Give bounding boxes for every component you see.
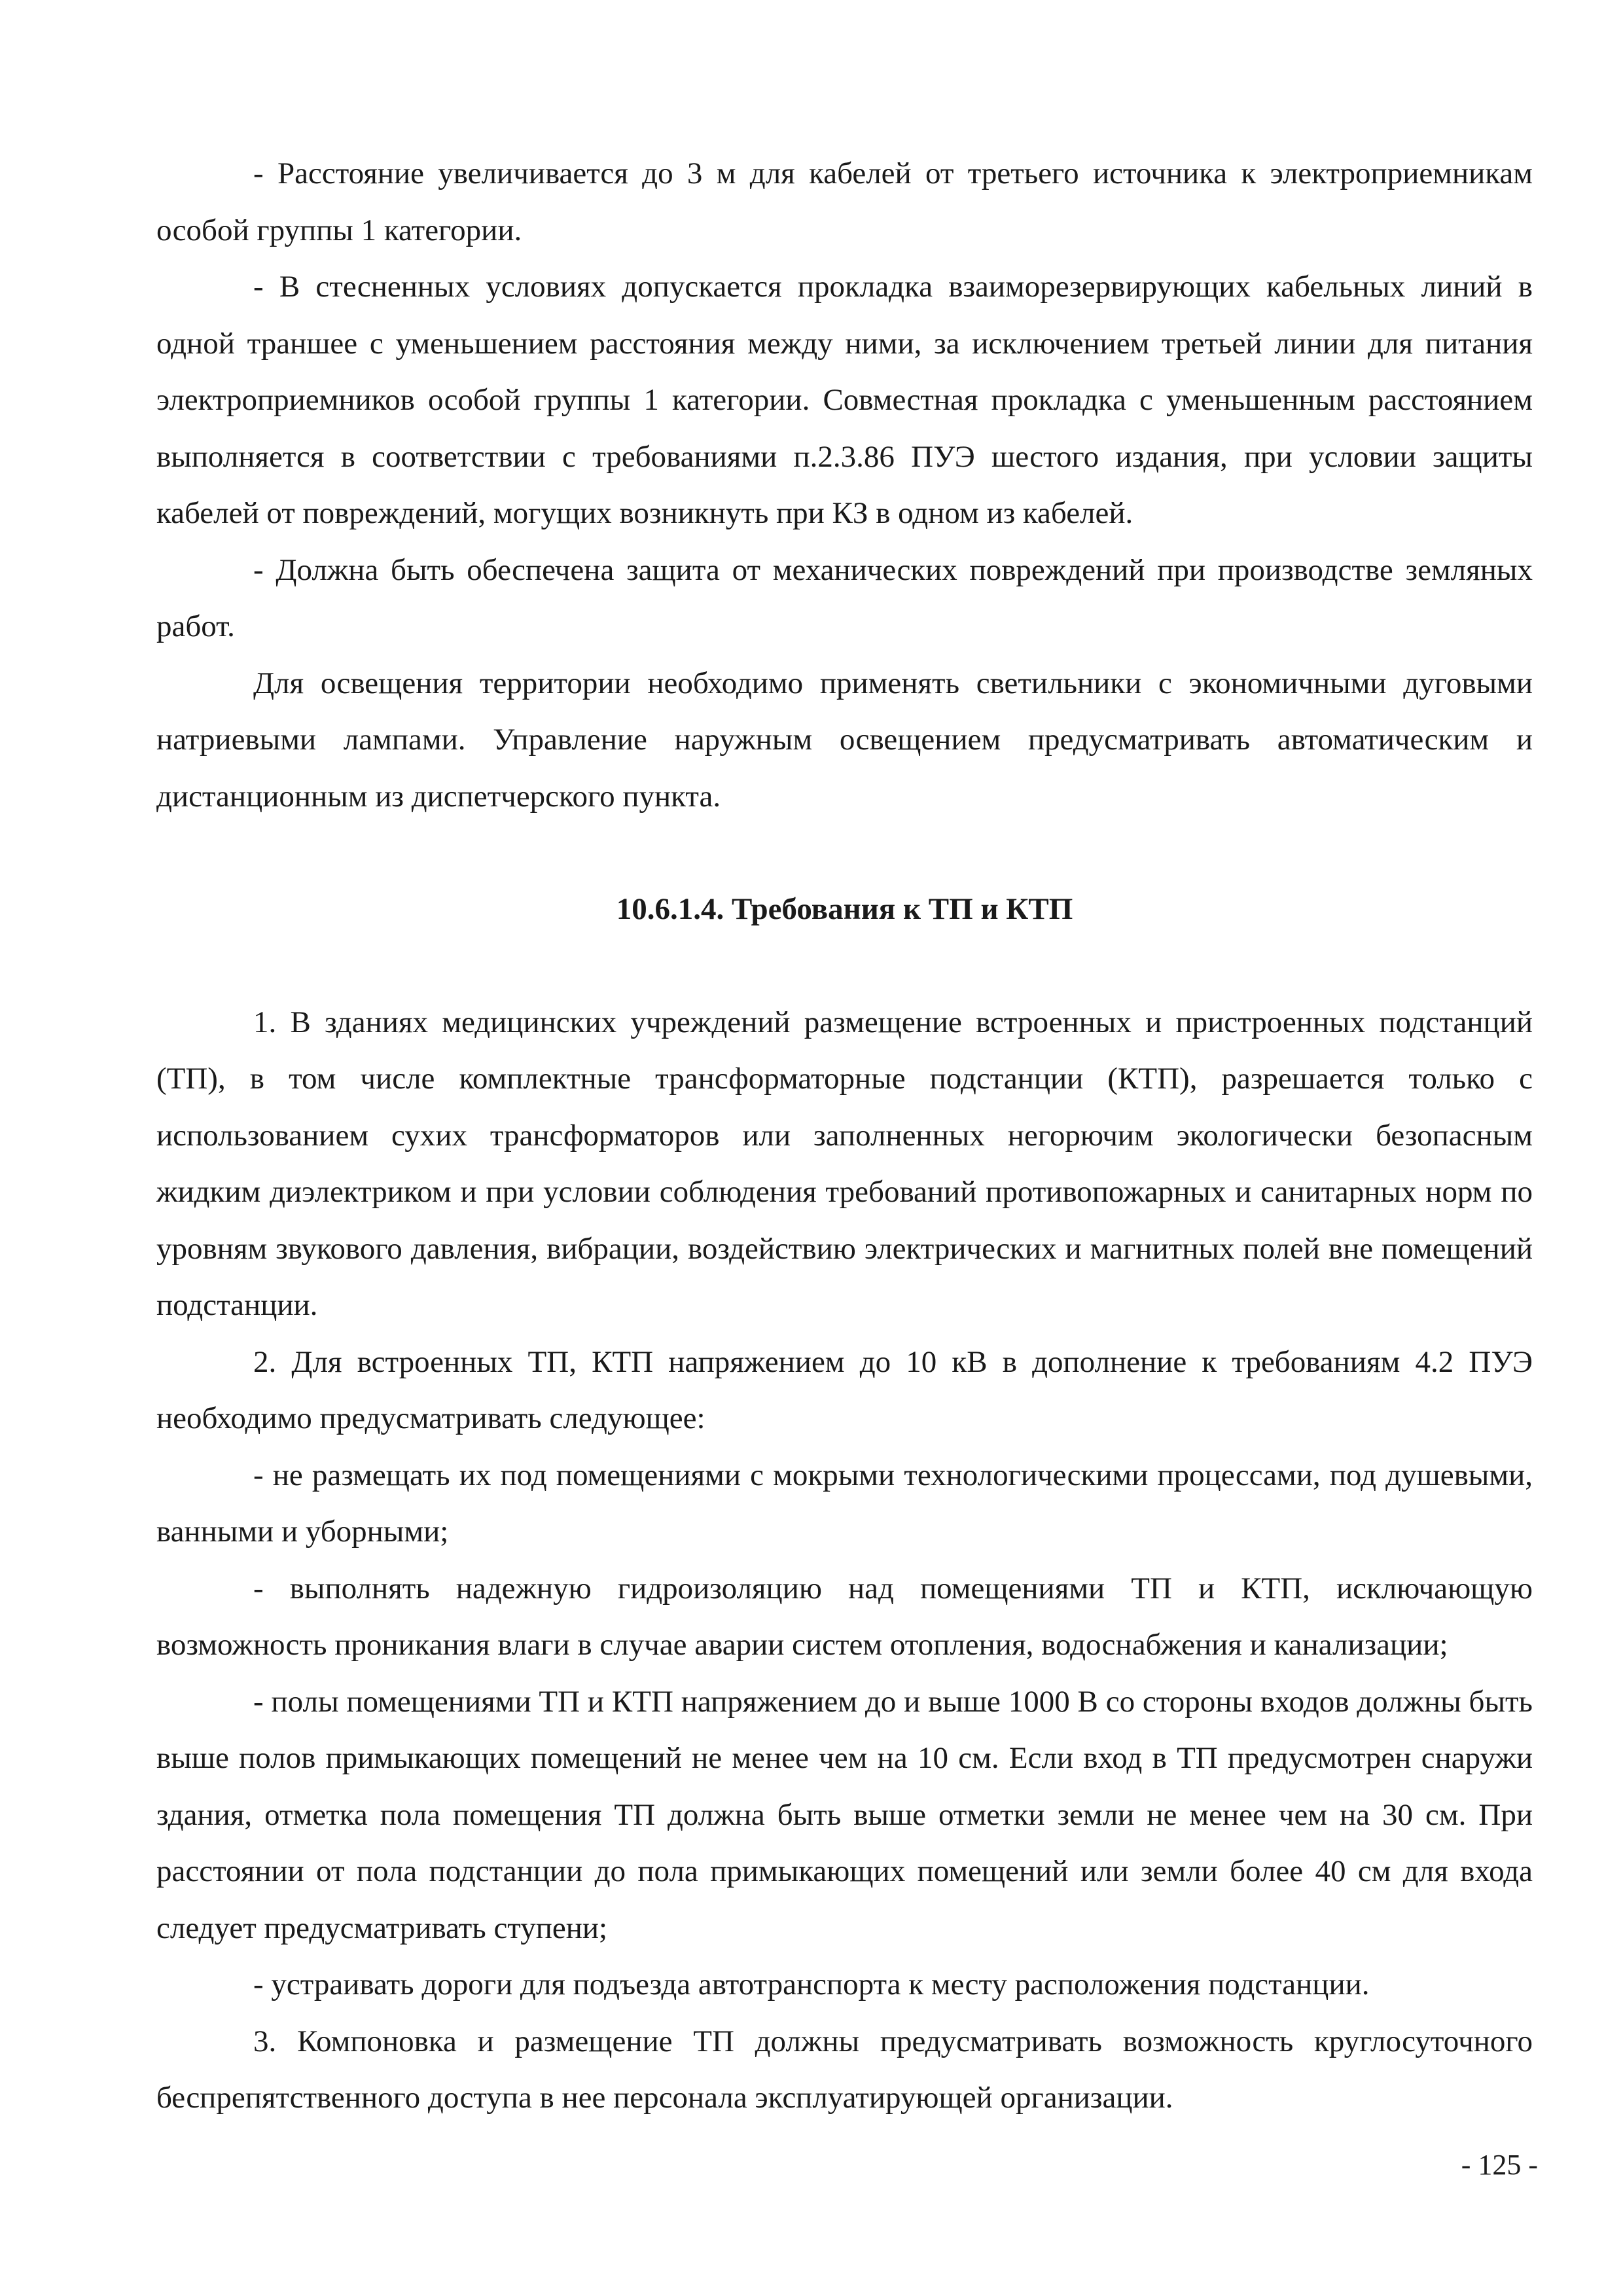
document-body	[156, 145, 1533, 2126]
paragraph-item-2-bullet-floors: - полы помещениями ТП и КТП напряжением до и выше 1000 В со стороны входов должны быть выше полов примыкающих помещений не менее чем на 10 см. Если вход в ТП предусмотрен снаружи здания, отметка пола помещения ТП должна быть выше отметки земли не менее чем на 30 см. При расстоянии от пола подстанции до пола примыкающих помещений или земли более 40 см для входа следует предусматривать ступени;	[156, 1684, 1533, 1945]
section-heading: 10.6.1.4. Требования к ТП и КТП	[616, 892, 1073, 926]
paragraph-item-2-bullet-wet-rooms: - не размещать их под помещениями с мокрыми технологическими процессами, под душевыми, ванными и уборными;	[156, 1458, 1533, 1549]
paragraph-mechanical-protection: - Должна быть обеспечена защита от механических повреждений при производстве земляных работ.	[156, 552, 1533, 643]
paragraph-item-1: 1. В зданиях медицинских учреждений размещение встроенных и пристроенных подстанций (ТП), в том числе комплектные трансформаторные подстанции (КТП), разрешается только с использованием сухих трансформаторов или заполненных негорючим экологически безопасным жидким диэлектриком и при условии соблюдения требований противопожарных и санитарных норм по уровням звукового давления, вибрации, воздействию электрических и магнитных полей вне помещений подстанции.	[156, 1005, 1533, 1322]
paragraph-item-2-bullet-waterproofing: - выполнять надежную гидроизоляцию над помещениями ТП и КТП, исключающую возможность проникания влаги в случае аварии систем отопления, водоснабжения и канализации;	[156, 1571, 1533, 1662]
page-number: - 125 -	[1461, 2149, 1538, 2181]
paragraph-territory-lighting: Для освещения территории необходимо применять светильники с экономичными дуговыми натриевыми лампами. Управление наружным освещением предусматривать автоматическим и дистанционным из диспетчерского пункта.	[156, 666, 1533, 814]
paragraph-cramped-conditions: - В стесненных условиях допускается прокладка взаиморезервирующих кабельных линий в одной траншее с уменьшением расстояния между ними, за исключением третьей линии для питания электроприемников особой группы 1 категории. Совместная прокладка с уменьшенным расстоянием выполняется в соответствии с требованиями п.2.3.86 ПУЭ шестого издания, при условии защиты кабелей от повреждений, могущих возникнуть при КЗ в одном из кабелей.	[156, 270, 1533, 530]
paragraph-item-3: 3. Компоновка и размещение ТП должны предусматривать возможность круглосуточного беспрепятственного доступа в нее персонала эксплуатирующей организации.	[156, 2024, 1533, 2115]
paragraph-item-2: 2. Для встроенных ТП, КТП напряжением до 10 кВ в дополнение к требованиям 4.2 ПУЭ необходимо предусматривать следующее:	[156, 1344, 1533, 1435]
paragraph-item-2-bullet-roads: - устраивать дороги для подъезда автотранспорта к месту расположения подстанции.	[253, 1967, 1370, 2001]
paragraph-distance-increase: - Расстояние увеличивается до 3 м для кабелей от третьего источника к электроприемникам особой группы 1 категории.	[156, 156, 1533, 247]
